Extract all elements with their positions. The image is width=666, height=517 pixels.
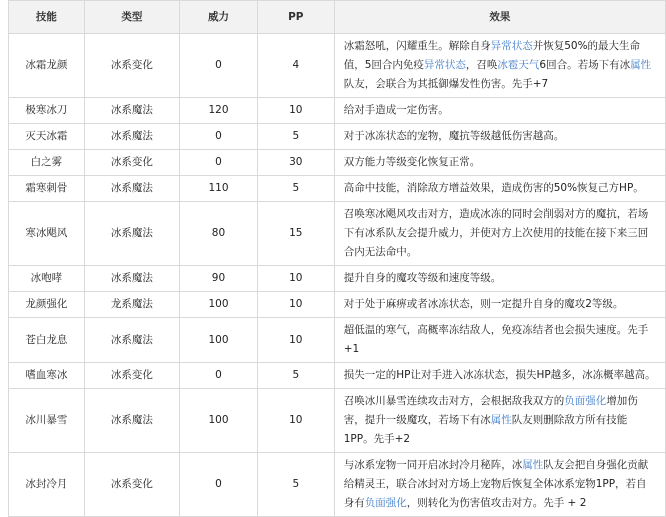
- effect-text: 队友，会联合为其抵御爆发性伤害。先手+7: [343, 78, 549, 90]
- skill-type-cell: 冰系魔法: [84, 124, 179, 150]
- skill-effect-cell: [334, 318, 665, 363]
- skill-name-cell: 灭天冰霜: [9, 124, 85, 150]
- skill-pp-cell: 4: [257, 34, 334, 98]
- skill-name-cell: 苍白龙息: [9, 318, 85, 363]
- header-effect: 效果: [334, 1, 665, 34]
- skill-power-cell: 0: [180, 453, 258, 517]
- effect-text: 召唤寒冰飓风攻击对方，造成冰冻的同时会削弱对方的魔抗，若场下有冰系队友会提升威力，并使对方上次使用的技能在接下来三回合内无法命中。: [343, 208, 649, 258]
- header-pp: PP: [257, 1, 334, 34]
- skill-effect-cell: [334, 266, 665, 292]
- effect-link[interactable]: 属性: [490, 414, 512, 426]
- skill-power-cell: 0: [180, 34, 258, 98]
- skill-power-cell: 0: [180, 150, 258, 176]
- skill-type-cell: 冰系变化: [84, 34, 179, 98]
- effect-text: ，则转化为伤害值攻击对方。先手 + 2: [406, 497, 587, 509]
- effect-link[interactable]: 负面强化: [564, 395, 607, 407]
- skill-name-cell: 冰封冷月: [9, 453, 85, 517]
- table-row: [9, 34, 666, 98]
- table-row: [9, 292, 666, 318]
- table-row: [9, 176, 666, 202]
- skill-type-cell: 冰系变化: [84, 453, 179, 517]
- table-body: [9, 34, 666, 517]
- skill-type-cell: 冰系变化: [84, 363, 179, 389]
- effect-link[interactable]: 冰雹天气: [497, 59, 540, 71]
- table-row: [9, 98, 666, 124]
- effect-text: 与冰系宠物一同开启冰封冷月秘阵，冰: [343, 459, 523, 471]
- skill-name-cell: 冰川暴雪: [9, 389, 85, 453]
- skill-name-cell: 极寒冰刀: [9, 98, 85, 124]
- skill-name-cell: 白之雾: [9, 150, 85, 176]
- table-header-row: [9, 1, 666, 34]
- skill-type-cell: 冰系魔法: [84, 266, 179, 292]
- skill-type-cell: 冰系变化: [84, 150, 179, 176]
- header-skill: 技能: [9, 1, 85, 34]
- skill-pp-cell: 5: [257, 363, 334, 389]
- effect-text: 队友则删除敌方所有技能1PP。先手+2: [343, 414, 628, 445]
- table-row: [9, 266, 666, 292]
- skill-name-cell: 龙颜强化: [9, 292, 85, 318]
- skill-type-cell: 冰系魔法: [84, 318, 179, 363]
- effect-link[interactable]: 属性: [630, 59, 652, 71]
- skill-pp-cell: 5: [257, 124, 334, 150]
- skill-effect-cell: [334, 98, 665, 124]
- table-row: [9, 124, 666, 150]
- skill-power-cell: 0: [180, 124, 258, 150]
- skill-name-cell: 冰霜龙颜: [9, 34, 85, 98]
- skill-pp-cell: 10: [257, 318, 334, 363]
- skill-power-cell: 100: [180, 292, 258, 318]
- skill-type-cell: 龙系魔法: [84, 292, 179, 318]
- effect-text: 6回合。若场下有冰: [539, 59, 631, 71]
- skill-name-cell: 寒冰飓风: [9, 202, 85, 266]
- table-row: [9, 453, 666, 517]
- skill-effect-cell: [334, 292, 665, 318]
- skill-power-cell: 0: [180, 363, 258, 389]
- effect-text: 提升自身的魔攻等级和速度等级。: [343, 272, 502, 284]
- skill-name-cell: 冰咆哮: [9, 266, 85, 292]
- skill-effect-cell: [334, 176, 665, 202]
- effect-text: 超低温的寒气，高概率冻结敌人，免疫冻结者也会损失速度。先手+1: [343, 324, 649, 355]
- skill-power-cell: 120: [180, 98, 258, 124]
- skill-effect-cell: [334, 202, 665, 266]
- skill-pp-cell: 10: [257, 98, 334, 124]
- skill-effect-cell: [334, 363, 665, 389]
- effect-text: 损失一定的HP让对手进入冰冻状态，损失HP越多，冰冻概率越高。: [343, 369, 656, 381]
- effect-text: 对于处于麻痹或者冰冻状态，则一定提升自身的魔攻2等级。: [343, 298, 624, 310]
- effect-link[interactable]: 负面强化: [364, 497, 407, 509]
- skill-table: [8, 0, 666, 517]
- skill-pp-cell: 5: [257, 176, 334, 202]
- effect-text: 队友会把自身强化贡献给精灵王，联合冰封对方场上宠物后恢复全体冰系宠物1PP，若自身有: [343, 459, 649, 509]
- skill-power-cell: 80: [180, 202, 258, 266]
- effect-link[interactable]: 异常状态: [423, 59, 466, 71]
- skill-pp-cell: 10: [257, 389, 334, 453]
- effect-text: 召唤冰川暴雪连续攻击对方，会根据敌我双方的: [343, 395, 565, 407]
- skill-power-cell: 100: [180, 389, 258, 453]
- effect-text: 高命中技能，消除敌方增益效果，造成伤害的50%恢复己方HP。: [343, 182, 644, 194]
- skill-name-cell: 霜寒刺骨: [9, 176, 85, 202]
- effect-text: ，召唤: [465, 59, 498, 71]
- skill-pp-cell: 10: [257, 292, 334, 318]
- skill-type-cell: 冰系魔法: [84, 389, 179, 453]
- skill-pp-cell: 10: [257, 266, 334, 292]
- skill-type-cell: 冰系魔法: [84, 202, 179, 266]
- effect-text: 增加伤害，提升一级魔攻，若场下有冰: [343, 395, 638, 426]
- skill-effect-cell: [334, 389, 665, 453]
- effect-link[interactable]: 属性: [522, 459, 544, 471]
- skill-effect-cell: [334, 150, 665, 176]
- table-row: [9, 363, 666, 389]
- skill-type-cell: 冰系魔法: [84, 176, 179, 202]
- table-row: [9, 202, 666, 266]
- effect-text: 双方能力等级变化恢复正常。: [343, 156, 481, 168]
- table-row: [9, 150, 666, 176]
- skill-pp-cell: 30: [257, 150, 334, 176]
- header-power: 威力: [180, 1, 258, 34]
- skill-pp-cell: 15: [257, 202, 334, 266]
- skill-pp-cell: 5: [257, 453, 334, 517]
- skill-effect-cell: [334, 34, 665, 98]
- skill-power-cell: 90: [180, 266, 258, 292]
- header-type: 类型: [84, 1, 179, 34]
- table-row: [9, 389, 666, 453]
- effect-text: 并恢复50%的最大生命值，5回合内免疫: [343, 40, 641, 71]
- skill-type-cell: 冰系魔法: [84, 98, 179, 124]
- effect-text: 冰霜怒吼，闪耀重生。解除自身: [343, 40, 491, 52]
- effect-text: 对于冰冻状态的宠物，魔抗等级越低伤害越高。: [343, 130, 565, 142]
- skill-power-cell: 110: [180, 176, 258, 202]
- skill-name-cell: 嗜血寒冰: [9, 363, 85, 389]
- table-row: [9, 318, 666, 363]
- effect-text: 给对手造成一定伤害。: [343, 104, 449, 116]
- skill-effect-cell: [334, 453, 665, 517]
- effect-link[interactable]: 异常状态: [490, 40, 533, 52]
- skill-power-cell: 100: [180, 318, 258, 363]
- skill-effect-cell: [334, 124, 665, 150]
